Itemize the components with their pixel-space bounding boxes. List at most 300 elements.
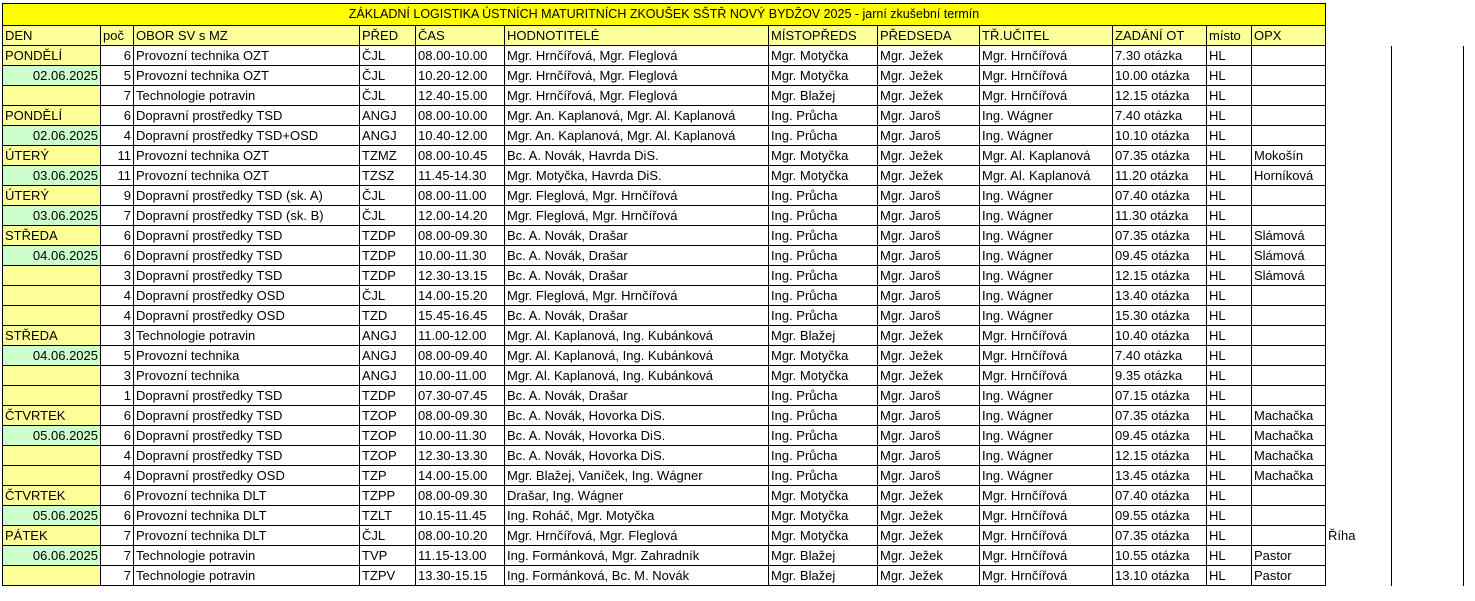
subject-cell: Dopravní prostředky OSD [134, 306, 360, 326]
class-teacher-cell: Mgr. Al. Kaplanová [980, 166, 1113, 186]
examiners-cell: Mgr. Hrnčířová, Mgr. Fleglová [505, 66, 769, 86]
vice-chair-cell: Ing. Průcha [769, 106, 878, 126]
day-cell [3, 266, 101, 286]
time-cell: 14.00-15.00 [416, 466, 505, 486]
time-cell: 12.30-13.30 [416, 446, 505, 466]
class-teacher-cell: Ing. Wágner [980, 206, 1113, 226]
opx-cell: Machačka [1252, 406, 1326, 426]
time-cell: 08.00-09.40 [416, 346, 505, 366]
room-cell: HL [1207, 306, 1252, 326]
table-row [3, 326, 1464, 346]
examiners-cell: Mgr. Blažej, Vaníček, Ing. Wágner [505, 466, 769, 486]
assignment-cell: 07.15 otázka [1113, 386, 1207, 406]
table-row [3, 446, 1464, 466]
time-cell: 10.40-12.00 [416, 126, 505, 146]
extra-note-cell [1326, 406, 1392, 426]
blank-cell [1392, 106, 1464, 126]
room-cell: HL [1207, 166, 1252, 186]
vice-chair-cell: Ing. Průcha [769, 406, 878, 426]
schedule-sheet [2, 3, 1464, 586]
chair-cell: Mgr. Ježek [878, 506, 980, 526]
class-teacher-cell: Ing. Wágner [980, 386, 1113, 406]
day-cell [3, 306, 101, 326]
exam-subject-cell: ČJL [360, 526, 416, 546]
table-row [3, 86, 1464, 106]
day-cell: 04.06.2025 [3, 246, 101, 266]
blank-cell [1392, 326, 1464, 346]
assignment-cell: 7.30 otázka [1113, 46, 1207, 66]
assignment-cell: 12.15 otázka [1113, 266, 1207, 286]
vice-chair-cell: Mgr. Motyčka [769, 506, 878, 526]
extra-note-cell [1326, 306, 1392, 326]
time-cell: 14.00-15.20 [416, 286, 505, 306]
extra-note-cell [1326, 386, 1392, 406]
chair-cell: Mgr. Ježek [878, 526, 980, 546]
exam-subject-cell: ANGJ [360, 346, 416, 366]
blank-cell [1392, 526, 1464, 546]
day-cell: PÁTEK [3, 526, 101, 546]
count-cell: 11 [101, 166, 134, 186]
exam-subject-cell: TZDP [360, 246, 416, 266]
time-cell: 13.30-15.15 [416, 566, 505, 586]
assignment-cell: 7.40 otázka [1113, 106, 1207, 126]
opx-cell [1252, 46, 1326, 66]
exam-subject-cell: ČJL [360, 286, 416, 306]
header-zadani: ZADÁNÍ OT [1113, 26, 1207, 46]
chair-cell: Mgr. Jaroš [878, 406, 980, 426]
count-cell: 7 [101, 206, 134, 226]
vice-chair-cell: Mgr. Blažej [769, 86, 878, 106]
count-cell: 4 [101, 446, 134, 466]
subject-cell: Provozní technika DLT [134, 486, 360, 506]
assignment-cell: 07.35 otázka [1113, 226, 1207, 246]
chair-cell: Mgr. Jaroš [878, 266, 980, 286]
count-cell: 5 [101, 66, 134, 86]
table-row [3, 186, 1464, 206]
assignment-cell: 13.40 otázka [1113, 286, 1207, 306]
blank-cell [1392, 4, 1464, 26]
vice-chair-cell: Mgr. Motyčka [769, 146, 878, 166]
time-cell: 08.00-10.00 [416, 106, 505, 126]
room-cell: HL [1207, 386, 1252, 406]
exam-subject-cell: TZDP [360, 266, 416, 286]
opx-cell: Slámová [1252, 266, 1326, 286]
assignment-cell: 10.00 otázka [1113, 66, 1207, 86]
count-cell: 5 [101, 346, 134, 366]
extra-note-cell [1326, 46, 1392, 66]
count-cell: 3 [101, 366, 134, 386]
class-teacher-cell: Mgr. Hrnčířová [980, 486, 1113, 506]
opx-cell: Machačka [1252, 446, 1326, 466]
blank-cell [1392, 286, 1464, 306]
class-teacher-cell: Ing. Wágner [980, 306, 1113, 326]
room-cell: HL [1207, 226, 1252, 246]
examiners-cell: Mgr. Fleglová, Mgr. Hrnčířová [505, 286, 769, 306]
opx-cell: Horníková [1252, 166, 1326, 186]
table-row [3, 306, 1464, 326]
day-cell: ÚTERÝ [3, 146, 101, 166]
header-cas: ČAS [416, 26, 505, 46]
subject-cell: Provozní technika OZT [134, 166, 360, 186]
time-cell: 10.00-11.30 [416, 426, 505, 446]
blank-cell [1392, 186, 1464, 206]
exam-subject-cell: TZOP [360, 406, 416, 426]
subject-cell: Provozní technika DLT [134, 526, 360, 546]
vice-chair-cell: Mgr. Blažej [769, 546, 878, 566]
opx-cell [1252, 106, 1326, 126]
extra-note-cell [1326, 86, 1392, 106]
extra-note-cell [1326, 286, 1392, 306]
examiners-cell: Mgr. Hrnčířová, Mgr. Fleglová [505, 46, 769, 66]
subject-cell: Provozní technika [134, 346, 360, 366]
time-cell: 11.45-14.30 [416, 166, 505, 186]
class-teacher-cell: Mgr. Hrnčířová [980, 506, 1113, 526]
table-row [3, 166, 1464, 186]
blank-cell [1392, 46, 1464, 66]
room-cell: HL [1207, 486, 1252, 506]
day-cell: ČTVRTEK [3, 406, 101, 426]
extra-note-cell [1326, 206, 1392, 226]
table-row [3, 226, 1464, 246]
day-cell: PONDĚLÍ [3, 46, 101, 66]
chair-cell: Mgr. Ježek [878, 86, 980, 106]
class-teacher-cell: Ing. Wágner [980, 126, 1113, 146]
time-cell: 10.15-11.45 [416, 506, 505, 526]
exam-subject-cell: ČJL [360, 206, 416, 226]
room-cell: HL [1207, 126, 1252, 146]
subject-cell: Dopravní prostředky TSD [134, 106, 360, 126]
subject-cell: Provozní technika OZT [134, 66, 360, 86]
subject-cell: Dopravní prostředky TSD [134, 406, 360, 426]
room-cell: HL [1207, 326, 1252, 346]
vice-chair-cell: Ing. Průcha [769, 266, 878, 286]
exam-subject-cell: TZD [360, 306, 416, 326]
subject-cell: Provozní technika OZT [134, 46, 360, 66]
exam-subject-cell: ČJL [360, 86, 416, 106]
blank-cell [1392, 466, 1464, 486]
chair-cell: Mgr. Jaroš [878, 446, 980, 466]
blank-cell [1392, 426, 1464, 446]
assignment-cell: 07.35 otázka [1113, 146, 1207, 166]
subject-cell: Dopravní prostředky TSD+OSD [134, 126, 360, 146]
table-row [3, 266, 1464, 286]
blank-cell [1392, 446, 1464, 466]
assignment-cell: 15.30 otázka [1113, 306, 1207, 326]
count-cell: 11 [101, 146, 134, 166]
chair-cell: Mgr. Jaroš [878, 306, 980, 326]
exam-subject-cell: TZOP [360, 426, 416, 446]
class-teacher-cell: Ing. Wágner [980, 246, 1113, 266]
exam-subject-cell: TZP [360, 466, 416, 486]
extra-note-cell [1326, 466, 1392, 486]
assignment-cell: 10.55 otázka [1113, 546, 1207, 566]
chair-cell: Mgr. Ježek [878, 326, 980, 346]
blank-cell [1392, 306, 1464, 326]
class-teacher-cell: Mgr. Al. Kaplanová [980, 146, 1113, 166]
subject-cell: Technologie potravin [134, 326, 360, 346]
examiners-cell: Bc. A. Novák, Drašar [505, 306, 769, 326]
header-predseda: PŘEDSEDA [878, 26, 980, 46]
chair-cell: Mgr. Ježek [878, 46, 980, 66]
opx-cell [1252, 386, 1326, 406]
blank-cell [1392, 546, 1464, 566]
assignment-cell: 9.35 otázka [1113, 366, 1207, 386]
examiners-cell: Bc. A. Novák, Drašar [505, 226, 769, 246]
class-teacher-cell: Mgr. Hrnčířová [980, 526, 1113, 546]
count-cell: 3 [101, 266, 134, 286]
header-row [3, 26, 1464, 46]
day-cell: STŘEDA [3, 326, 101, 346]
extra-note-cell [1326, 366, 1392, 386]
count-cell: 4 [101, 286, 134, 306]
examiners-cell: Drašar, Ing. Wágner [505, 486, 769, 506]
count-cell: 4 [101, 126, 134, 146]
assignment-cell: 12.15 otázka [1113, 86, 1207, 106]
header-den: DEN [3, 26, 101, 46]
vice-chair-cell: Ing. Průcha [769, 226, 878, 246]
vice-chair-cell: Mgr. Motyčka [769, 46, 878, 66]
table-row [3, 126, 1464, 146]
table-row [3, 466, 1464, 486]
sheet-title: ZÁKLADNÍ LOGISTIKA ÚSTNÍCH MATURITNÍCH ZKOUŠEK SŠTŘ NOVÝ BYDŽOV 2025 - jarní zkušební termín [3, 4, 1326, 26]
class-teacher-cell: Mgr. Hrnčířová [980, 66, 1113, 86]
time-cell: 11.00-12.00 [416, 326, 505, 346]
class-teacher-cell: Ing. Wágner [980, 446, 1113, 466]
opx-cell: Machačka [1252, 466, 1326, 486]
header-mistopredseda: MÍSTOPŘEDS [769, 26, 878, 46]
assignment-cell: 13.10 otázka [1113, 566, 1207, 586]
class-teacher-cell: Ing. Wágner [980, 106, 1113, 126]
chair-cell: Mgr. Jaroš [878, 126, 980, 146]
table-row [3, 66, 1464, 86]
time-cell: 10.00-11.00 [416, 366, 505, 386]
subject-cell: Technologie potravin [134, 86, 360, 106]
class-teacher-cell: Ing. Wágner [980, 226, 1113, 246]
day-cell: 03.06.2025 [3, 166, 101, 186]
examiners-cell: Mgr. Hrnčířová, Mgr. Fleglová [505, 526, 769, 546]
subject-cell: Provozní technika DLT [134, 506, 360, 526]
assignment-cell: 7.40 otázka [1113, 346, 1207, 366]
vice-chair-cell: Mgr. Motyčka [769, 366, 878, 386]
count-cell: 7 [101, 546, 134, 566]
chair-cell: Mgr. Jaroš [878, 246, 980, 266]
exam-subject-cell: TZPV [360, 566, 416, 586]
extra-note-cell [1326, 506, 1392, 526]
exam-subject-cell: TZOP [360, 446, 416, 466]
time-cell: 08.00-10.45 [416, 146, 505, 166]
chair-cell: Mgr. Ježek [878, 146, 980, 166]
class-teacher-cell: Mgr. Hrnčířová [980, 46, 1113, 66]
blank-cell [1392, 346, 1464, 366]
exam-subject-cell: ČJL [360, 186, 416, 206]
extra-note-cell [1326, 246, 1392, 266]
room-cell: HL [1207, 446, 1252, 466]
assignment-cell: 09.55 otázka [1113, 506, 1207, 526]
extra-note-cell: Říha [1326, 526, 1392, 546]
count-cell: 4 [101, 306, 134, 326]
blank-cell [1392, 486, 1464, 506]
blank-cell [1392, 366, 1464, 386]
table-row [3, 526, 1464, 546]
opx-cell [1252, 486, 1326, 506]
opx-cell [1252, 206, 1326, 226]
chair-cell: Mgr. Jaroš [878, 186, 980, 206]
assignment-cell: 12.15 otázka [1113, 446, 1207, 466]
table-row [3, 426, 1464, 446]
header-opx: OPX [1252, 26, 1326, 46]
class-teacher-cell: Ing. Wágner [980, 266, 1113, 286]
room-cell: HL [1207, 566, 1252, 586]
room-cell: HL [1207, 426, 1252, 446]
day-cell [3, 566, 101, 586]
count-cell: 1 [101, 386, 134, 406]
examiners-cell: Mgr. An. Kaplanová, Mgr. Al. Kaplanová [505, 126, 769, 146]
room-cell: HL [1207, 406, 1252, 426]
subject-cell: Dopravní prostředky OSD [134, 286, 360, 306]
room-cell: HL [1207, 526, 1252, 546]
examiners-cell: Mgr. Motyčka, Havrda DiS. [505, 166, 769, 186]
blank-cell [1392, 26, 1464, 46]
count-cell: 6 [101, 226, 134, 246]
subject-cell: Dopravní prostředky TSD [134, 226, 360, 246]
day-cell [3, 286, 101, 306]
table-row [3, 146, 1464, 166]
count-cell: 3 [101, 326, 134, 346]
blank-cell [1392, 66, 1464, 86]
examiners-cell: Bc. A. Novák, Hovorka DiS. [505, 446, 769, 466]
blank-cell [1392, 166, 1464, 186]
exam-subject-cell: TVP [360, 546, 416, 566]
time-cell: 08.00-09.30 [416, 226, 505, 246]
vice-chair-cell: Ing. Průcha [769, 426, 878, 446]
extra-note-cell [1326, 106, 1392, 126]
examiners-cell: Mgr. An. Kaplanová, Mgr. Al. Kaplanová [505, 106, 769, 126]
vice-chair-cell: Mgr. Motyčka [769, 346, 878, 366]
time-cell: 11.15-13.00 [416, 546, 505, 566]
extra-note-cell [1326, 226, 1392, 246]
examiners-cell: Bc. A. Novák, Havrda DiS. [505, 146, 769, 166]
room-cell: HL [1207, 46, 1252, 66]
count-cell: 6 [101, 506, 134, 526]
header-predmet: PŘED [360, 26, 416, 46]
assignment-cell: 10.10 otázka [1113, 126, 1207, 146]
exam-subject-cell: TZLT [360, 506, 416, 526]
blank-cell [1326, 4, 1392, 26]
vice-chair-cell: Ing. Průcha [769, 386, 878, 406]
opx-cell [1252, 126, 1326, 146]
chair-cell: Mgr. Ježek [878, 566, 980, 586]
opx-cell: Slámová [1252, 246, 1326, 266]
extra-note-cell [1326, 426, 1392, 446]
subject-cell: Provozní technika OZT [134, 146, 360, 166]
subject-cell: Dopravní prostředky TSD [134, 426, 360, 446]
table-row [3, 366, 1464, 386]
blank-cell [1392, 506, 1464, 526]
examiners-cell: Mgr. Fleglová, Mgr. Hrnčířová [505, 206, 769, 226]
extra-note-cell [1326, 266, 1392, 286]
time-cell: 12.40-15.00 [416, 86, 505, 106]
examiners-cell: Mgr. Al. Kaplanová, Ing. Kubánková [505, 366, 769, 386]
day-cell: 06.06.2025 [3, 546, 101, 566]
count-cell: 7 [101, 566, 134, 586]
chair-cell: Mgr. Jaroš [878, 226, 980, 246]
class-teacher-cell: Mgr. Hrnčířová [980, 566, 1113, 586]
subject-cell: Dopravní prostředky TSD (sk. B) [134, 206, 360, 226]
opx-cell [1252, 306, 1326, 326]
day-cell: ČTVRTEK [3, 486, 101, 506]
room-cell: HL [1207, 206, 1252, 226]
day-cell: 02.06.2025 [3, 66, 101, 86]
opx-cell: Mokošín [1252, 146, 1326, 166]
time-cell: 15.45-16.45 [416, 306, 505, 326]
table-row [3, 346, 1464, 366]
day-cell: STŘEDA [3, 226, 101, 246]
count-cell: 6 [101, 46, 134, 66]
vice-chair-cell: Mgr. Blažej [769, 326, 878, 346]
exam-subject-cell: TZDP [360, 226, 416, 246]
time-cell: 08.00-09.30 [416, 406, 505, 426]
room-cell: HL [1207, 106, 1252, 126]
room-cell: HL [1207, 366, 1252, 386]
blank-cell [1392, 206, 1464, 226]
time-cell: 07.30-07.45 [416, 386, 505, 406]
subject-cell: Dopravní prostředky TSD [134, 446, 360, 466]
opx-cell [1252, 186, 1326, 206]
opx-cell [1252, 286, 1326, 306]
chair-cell: Mgr. Jaroš [878, 106, 980, 126]
chair-cell: Mgr. Jaroš [878, 466, 980, 486]
table-row [3, 46, 1464, 66]
day-cell [3, 466, 101, 486]
table-row [3, 386, 1464, 406]
blank-cell [1392, 86, 1464, 106]
time-cell: 08.00-09.30 [416, 486, 505, 506]
subject-cell: Technologie potravin [134, 546, 360, 566]
blank-cell [1392, 246, 1464, 266]
chair-cell: Mgr. Ježek [878, 66, 980, 86]
day-cell: 05.06.2025 [3, 426, 101, 446]
assignment-cell: 09.45 otázka [1113, 426, 1207, 446]
exam-subject-cell: ANGJ [360, 366, 416, 386]
time-cell: 10.00-11.30 [416, 246, 505, 266]
assignment-cell: 07.35 otázka [1113, 406, 1207, 426]
examiners-cell: Bc. A. Novák, Hovorka DiS. [505, 406, 769, 426]
extra-note-cell [1326, 546, 1392, 566]
chair-cell: Mgr. Jaroš [878, 386, 980, 406]
chair-cell: Mgr. Jaroš [878, 206, 980, 226]
examiners-cell: Bc. A. Novák, Drašar [505, 246, 769, 266]
opx-cell [1252, 326, 1326, 346]
header-tridni: TŘ.UČITEL [980, 26, 1113, 46]
assignment-cell: 13.45 otázka [1113, 466, 1207, 486]
subject-cell: Technologie potravin [134, 566, 360, 586]
blank-cell [1326, 26, 1392, 46]
day-cell: 02.06.2025 [3, 126, 101, 146]
class-teacher-cell: Ing. Wágner [980, 426, 1113, 446]
exam-subject-cell: TZMZ [360, 146, 416, 166]
vice-chair-cell: Ing. Průcha [769, 446, 878, 466]
day-cell: 03.06.2025 [3, 206, 101, 226]
class-teacher-cell: Ing. Wágner [980, 406, 1113, 426]
count-cell: 7 [101, 86, 134, 106]
examiners-cell: Mgr. Hrnčířová, Mgr. Fleglová [505, 86, 769, 106]
assignment-cell: 07.35 otázka [1113, 526, 1207, 546]
day-cell: ÚTERÝ [3, 186, 101, 206]
exam-subject-cell: TZPP [360, 486, 416, 506]
chair-cell: Mgr. Ježek [878, 346, 980, 366]
schedule-table [2, 3, 1464, 586]
opx-cell [1252, 66, 1326, 86]
